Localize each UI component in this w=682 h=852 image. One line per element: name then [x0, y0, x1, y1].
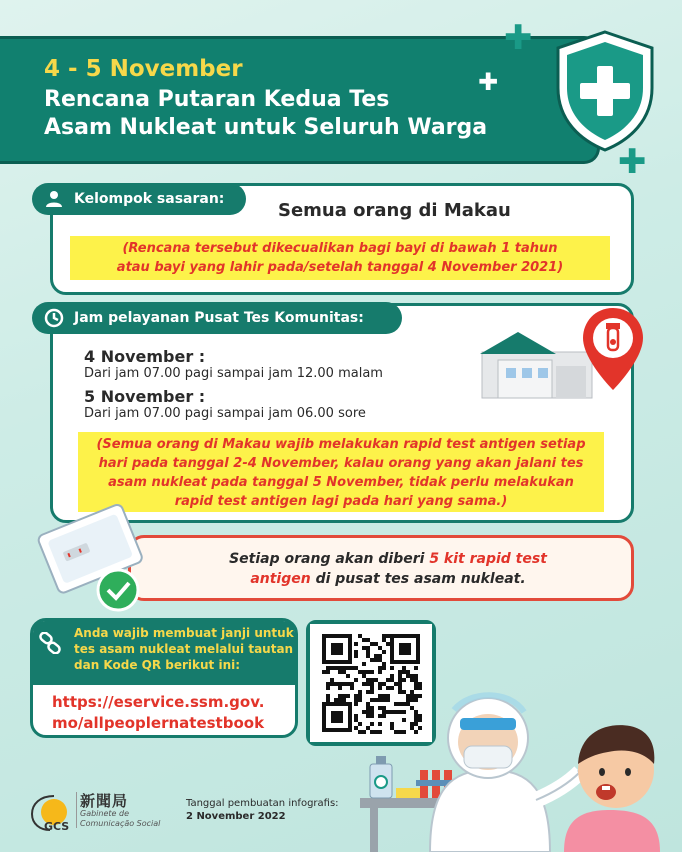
qr-module — [326, 670, 330, 674]
target-group-label: Kelompok sasaran: — [74, 191, 225, 207]
qr-module — [322, 670, 326, 674]
qr-module — [354, 694, 358, 698]
qr-module — [354, 698, 358, 702]
qr-module — [378, 646, 382, 650]
qr-module — [354, 650, 358, 654]
health-worker-illustration — [360, 660, 682, 852]
qr-module — [370, 642, 374, 646]
location-pin-icon — [580, 306, 646, 396]
hours-note — [78, 432, 604, 512]
hours-label: Jam pelayanan Pusat Tes Komunitas: — [74, 310, 364, 326]
qr-module — [350, 666, 354, 670]
target-group-pill — [32, 183, 246, 215]
qr-module — [334, 682, 338, 686]
qr-module — [338, 670, 342, 674]
qr-module — [338, 686, 342, 690]
qr-module — [342, 698, 346, 702]
qr-module — [338, 694, 342, 698]
qr-module — [378, 654, 382, 658]
qr-module — [382, 634, 386, 638]
qr-module — [354, 714, 358, 718]
note-line: (Rencana tersebut dikecualikan bagi bayi di bawah 1 tahun — [122, 241, 558, 256]
target-group-note — [70, 236, 610, 280]
test-kit-icon — [26, 496, 156, 620]
qr-module — [350, 682, 354, 686]
kit-highlight: antigen — [250, 571, 311, 587]
link-line[interactable]: mo/allpeoplernatestbook — [52, 714, 265, 732]
logo-abbr: GCS — [44, 820, 70, 833]
header-date: 4 - 5 November — [44, 56, 243, 82]
qr-module — [346, 674, 350, 678]
qr-module — [354, 718, 358, 722]
kit-highlight: 5 kit rapid test — [429, 551, 547, 567]
qr-module — [338, 698, 342, 702]
qr-module — [354, 726, 358, 730]
qr-module — [362, 646, 366, 650]
qr-module — [330, 666, 334, 670]
qr-module — [386, 634, 390, 638]
infographic-date-label: Tanggal pembuatan infografis: — [186, 798, 339, 809]
qr-module — [342, 670, 346, 674]
qr-module — [366, 638, 370, 642]
qr-module — [366, 650, 370, 654]
qr-module — [386, 642, 390, 646]
qr-module — [382, 650, 386, 654]
qr-module — [326, 694, 330, 698]
day1-hours: Dari jam 07.00 pagi sampai jam 12.00 malam — [84, 366, 383, 381]
kit-text-part: di pusat tes asam nukleat. — [310, 571, 526, 587]
logo-portuguese-name: Comunicação Social — [80, 819, 161, 828]
plus-icon: ✚ — [504, 18, 533, 58]
shield-icon — [548, 26, 662, 156]
logo-portuguese-name: Gabinete de — [80, 809, 129, 818]
logo-divider — [76, 792, 77, 828]
appointment-link[interactable] — [52, 692, 292, 734]
qr-module — [366, 654, 370, 658]
qr-module — [330, 678, 334, 682]
note-line: atau bayi yang lahir pada/setelah tanggal 4 November 2021) — [116, 260, 564, 275]
qr-module — [346, 666, 350, 670]
qr-module — [354, 642, 358, 646]
gcs-logo — [24, 790, 78, 838]
qr-module — [338, 682, 342, 686]
plus-icon: ✚ — [618, 142, 647, 182]
day1-label: 4 November : — [84, 347, 206, 366]
qr-module — [350, 686, 354, 690]
day2-hours: Dari jam 07.00 pagi sampai jam 06.00 sore — [84, 406, 366, 421]
link-icon — [38, 632, 62, 658]
logo-chinese-name: 新聞局 — [80, 792, 129, 810]
qr-module — [334, 698, 338, 702]
qr-module — [366, 646, 370, 650]
header-title-line1: Rencana Putaran Kedua Tes — [44, 87, 390, 112]
qr-module — [346, 694, 350, 698]
qr-module — [326, 698, 330, 702]
kit-text-part: Setiap orang akan diberi — [229, 551, 430, 567]
qr-module — [346, 682, 350, 686]
qr-module — [354, 666, 358, 670]
building-icon — [478, 326, 596, 404]
appointment-text: Anda wajib membuat janji untuk tes asam nukleat melalui tautan dan Kode QR berikut ini: — [74, 626, 294, 672]
qr-module — [374, 654, 378, 658]
target-group-value: Semua orang di Makau — [278, 200, 511, 221]
qr-module — [354, 678, 358, 682]
qr-module — [326, 666, 330, 670]
qr-module — [358, 634, 362, 638]
qr-module — [354, 702, 358, 706]
qr-module — [334, 666, 338, 670]
hours-pill — [32, 302, 402, 334]
qr-module — [362, 638, 366, 642]
header-title-line2: Asam Nukleat untuk Seluruh Warga — [44, 115, 488, 140]
note-line: rapid test antigen lagi pada hari yang sama.) — [174, 494, 508, 509]
qr-module — [326, 682, 330, 686]
qr-module — [342, 666, 346, 670]
qr-module — [354, 654, 358, 658]
clock-icon — [44, 308, 64, 328]
qr-module — [338, 666, 342, 670]
qr-module — [382, 638, 386, 642]
kit-text — [178, 549, 598, 589]
note-line: (Semua orang di Makau wajib melakukan rapid test antigen setiap — [96, 437, 586, 452]
qr-module — [374, 642, 378, 646]
qr-module — [342, 682, 346, 686]
qr-module — [330, 682, 334, 686]
qr-module — [326, 686, 330, 690]
note-line: asam nukleat pada tanggal 5 November, tidak perlu melakukan — [108, 475, 574, 490]
note-line: hari pada tanggal 2-4 November, kalau orang yang akan jalani tes — [98, 456, 584, 471]
day2-label: 5 November : — [84, 387, 206, 406]
qr-module — [342, 694, 346, 698]
infographic-date-value: 2 November 2022 — [186, 811, 286, 822]
person-icon — [44, 189, 64, 209]
link-line[interactable]: https://eservice.ssm.gov. — [52, 693, 265, 711]
plus-icon: ✚ — [478, 68, 499, 96]
